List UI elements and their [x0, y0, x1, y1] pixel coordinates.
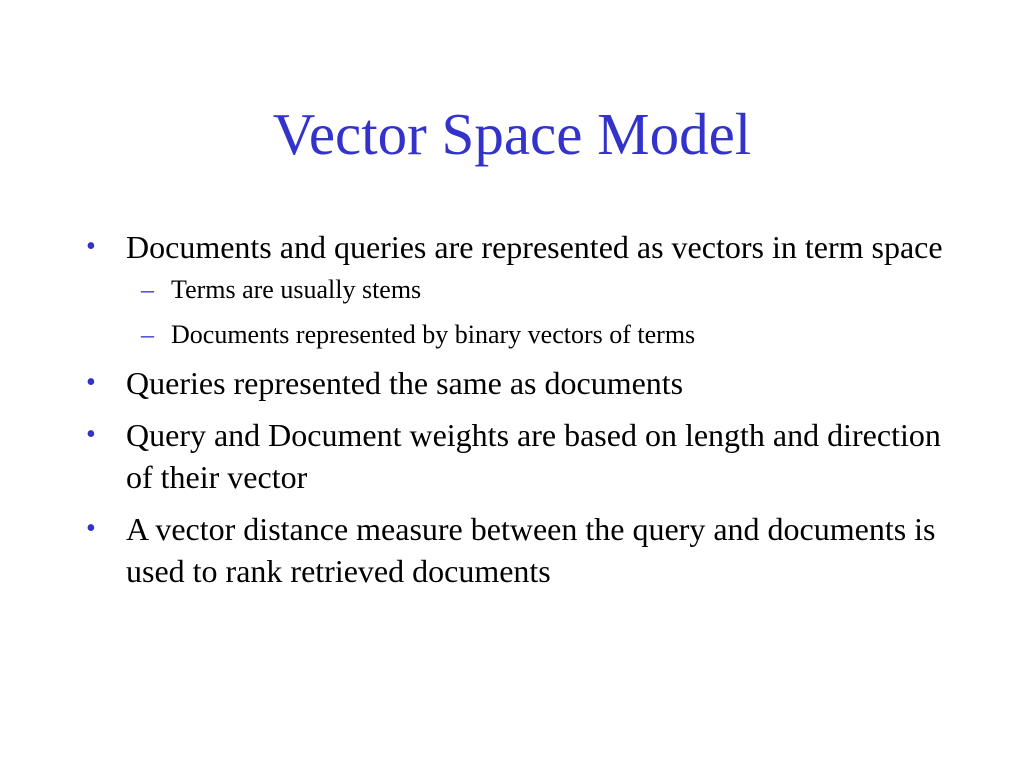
bullet-text: Documents and queries are represented as vectors in term space — [126, 229, 943, 265]
bullet-text: A vector distance measure between the query and documents is used to rank retrieved documents — [126, 511, 936, 589]
bullet-mark: • — [86, 513, 96, 544]
slide-title: Vector Space Model — [272, 101, 752, 167]
bullet-text: Query and Document weights are based on length and direction of their vector — [126, 417, 941, 495]
bullet-mark: • — [86, 231, 96, 262]
bullet-item — [86, 414, 966, 498]
sub-bullet-item — [86, 317, 966, 353]
slide-body — [86, 226, 966, 602]
bullet-mark: • — [86, 419, 96, 450]
bullet-text: Queries represented the same as documents — [126, 365, 684, 401]
bullet-mark: • — [86, 367, 96, 398]
sub-bullet-item — [86, 272, 966, 308]
bullet-item — [86, 226, 966, 268]
sub-bullet-text: Documents represented by binary vectors of terms — [171, 320, 696, 349]
bullet-item — [86, 508, 966, 592]
sub-bullet-text: Terms are usually stems — [171, 275, 422, 304]
bullet-item — [86, 362, 966, 404]
sub-bullet-mark: – — [141, 275, 154, 304]
sub-bullet-list — [86, 272, 966, 353]
sub-bullet-mark: – — [141, 320, 154, 349]
